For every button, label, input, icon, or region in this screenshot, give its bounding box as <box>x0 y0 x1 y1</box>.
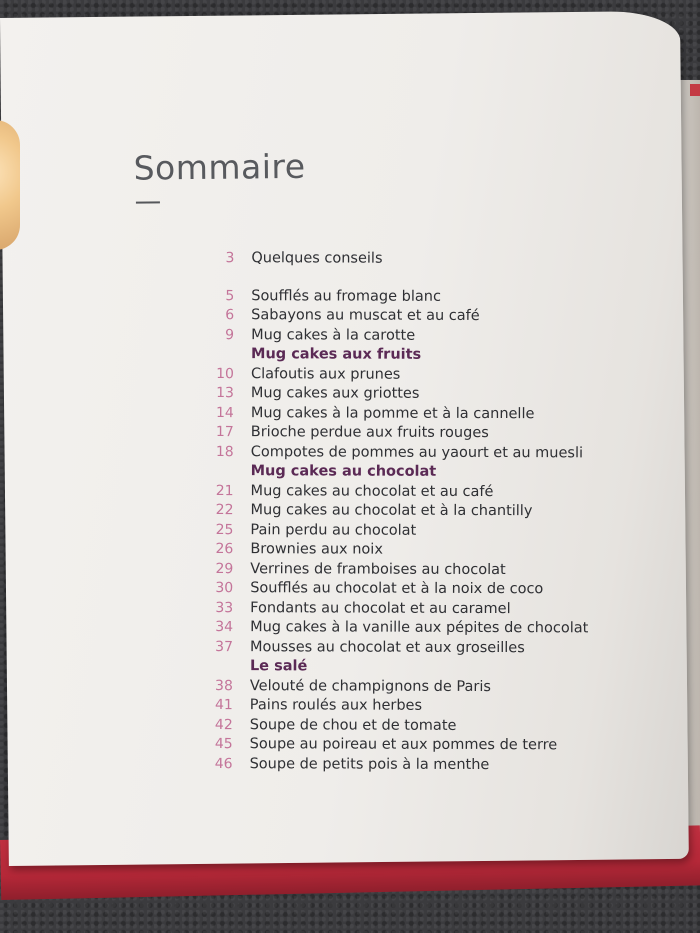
toc-entry-label: Brioche perdue aux fruits rouges <box>250 424 489 442</box>
toc-page-number: 37 <box>215 638 234 655</box>
toc-entry <box>193 578 543 599</box>
page-title: Sommaire <box>133 146 306 188</box>
toc-entry-label: Clafoutis aux prunes <box>250 365 401 383</box>
toc-section-heading <box>194 344 421 365</box>
toc-entry <box>194 441 583 462</box>
toc-entry-label: Fondants au chocolat et au caramel <box>250 599 511 617</box>
toc-entry <box>193 675 491 696</box>
toc-entry-label: Mug cakes aux griottes <box>250 385 420 402</box>
toc-entry-label: Soupe de petits pois à la menthe <box>249 755 490 773</box>
toc-page-number: 26 <box>215 541 234 558</box>
toc-entry <box>194 422 489 443</box>
toc-page-number: 45 <box>214 736 233 753</box>
toc-entry-label: Soupe au poireau et aux pommes de terre <box>249 736 558 754</box>
toc-page-number: 25 <box>215 521 234 538</box>
toc-page-number: 21 <box>215 482 234 499</box>
toc-page-number: 5 <box>225 287 235 304</box>
toc-page-number: 10 <box>216 365 235 382</box>
toc-entry-label: Brownies aux noix <box>250 541 383 558</box>
toc-entry-label: Mug cakes à la vanille aux pépites de chocolat <box>250 619 589 637</box>
toc-entry-label: Mug cakes au chocolat et au café <box>250 482 494 500</box>
toc-section-label: Mug cakes aux fruits <box>251 346 422 363</box>
toc-entry-label: Soufflés au chocolat et à la noix de coco <box>250 580 544 598</box>
toc-page-number: 9 <box>225 326 235 343</box>
book-page <box>0 11 689 866</box>
toc-entry-label: Mug cakes à la pomme et à la cannelle <box>250 404 535 422</box>
toc-page-number: 3 <box>225 250 235 267</box>
toc-page-number: 46 <box>214 755 233 772</box>
toc-page-number: 14 <box>215 404 234 421</box>
toc-entry <box>193 519 416 540</box>
toc-entry-label: Quelques conseils <box>251 250 383 267</box>
toc-entry-label: Mug cakes au chocolat et à la chantilly <box>250 502 533 520</box>
toc-entry-label: Sabayons au muscat et au café <box>251 307 480 324</box>
title-underline <box>136 201 160 203</box>
toc-entry-label: Mousses au chocolat et aux groseilles <box>249 638 525 656</box>
toc-page-number: 6 <box>225 307 235 324</box>
toc-entry-label: Velouté de champignons de Paris <box>249 677 491 695</box>
toc-page-number: 34 <box>215 619 234 636</box>
toc-entry-label: Pain perdu au chocolat <box>250 521 417 539</box>
toc-entry <box>193 695 422 716</box>
toc-entry <box>193 753 490 774</box>
toc-section-label: Le salé <box>249 658 308 675</box>
toc-entry <box>193 558 505 579</box>
toc-page-number: 30 <box>215 580 234 597</box>
toc-entry <box>194 285 441 306</box>
toc-entry <box>193 500 532 521</box>
toc-entry-label: Mug cakes à la carotte <box>251 326 416 344</box>
table-of-contents <box>194 248 614 773</box>
toc-entry <box>194 324 415 345</box>
toc-page-number: 29 <box>215 560 234 577</box>
toc-entry <box>194 363 400 384</box>
toc-page-number: 13 <box>216 385 234 402</box>
toc-entry <box>194 305 480 326</box>
toc-entry <box>193 636 525 657</box>
toc-page-number: 42 <box>214 716 233 733</box>
toc-page-number: 18 <box>215 443 234 460</box>
toc-page-number: 41 <box>214 697 233 714</box>
toc-entry <box>194 383 420 404</box>
toc-entry <box>194 248 382 269</box>
toc-section-label: Mug cakes au chocolat <box>250 463 437 480</box>
toc-entry <box>193 597 511 618</box>
toc-entry-label: Soufflés au fromage blanc <box>251 287 441 305</box>
toc-section-heading <box>194 461 437 482</box>
toc-entry-label: Compotes de pommes au yaourt et au muesli <box>250 443 584 461</box>
toc-entry <box>193 714 457 735</box>
toc-entry-label: Soupe de chou et de tomate <box>249 716 457 734</box>
toc-entry-label: Verrines de framboises au chocolat <box>250 560 506 578</box>
toc-entry <box>193 617 588 638</box>
toc-page-number: 33 <box>215 599 234 616</box>
toc-page-number: 38 <box>215 677 233 694</box>
toc-entry-label: Pains roulés aux herbes <box>249 697 423 714</box>
toc-section-heading <box>193 656 307 676</box>
toc-entry <box>193 734 558 755</box>
thumb <box>0 120 20 250</box>
toc-page-number: 22 <box>215 502 234 519</box>
toc-page-number: 17 <box>215 424 234 441</box>
toc-entry <box>194 402 535 423</box>
toc-entry <box>194 480 494 501</box>
book-cover-corner <box>690 84 700 96</box>
toc-entry <box>193 539 383 560</box>
